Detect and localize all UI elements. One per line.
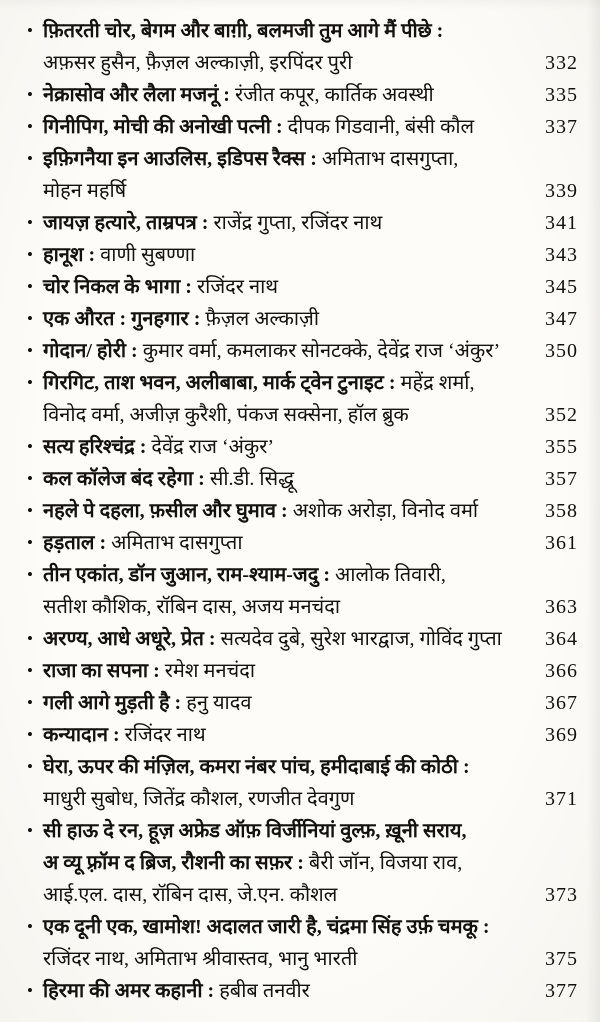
entry-authors: दीपक गिडवानी, बंसी कौल bbox=[287, 116, 475, 138]
entry-authors: अशोक अरोड़ा, विनोद वर्मा bbox=[292, 500, 479, 522]
toc-line bbox=[43, 271, 580, 303]
toc-line bbox=[43, 47, 580, 79]
toc-entry bbox=[27, 559, 580, 623]
entry-title: चोर निकल के भागा : bbox=[43, 276, 192, 298]
bullet-icon: • bbox=[27, 117, 33, 136]
bullet-icon: • bbox=[27, 437, 33, 456]
bullet-icon: • bbox=[27, 149, 33, 168]
entry-authors: माधुरी सुबोध, जितेंद्र कौशल, रणजीत देवगुण bbox=[43, 788, 355, 810]
entry-page-number: 375 bbox=[545, 948, 578, 970]
entry-page-number: 361 bbox=[545, 532, 578, 554]
toc-line bbox=[43, 303, 580, 335]
bullet-icon: • bbox=[27, 277, 33, 296]
toc-line bbox=[43, 143, 580, 175]
toc-entry bbox=[27, 239, 580, 271]
toc-line bbox=[43, 175, 580, 207]
toc-line bbox=[43, 207, 580, 239]
entry-authors: सत्यदेव दुबे, सुरेश भारद्वाज, गोविंद गुप्ता bbox=[220, 628, 502, 650]
entry-page-number: 369 bbox=[545, 724, 578, 746]
toc-line bbox=[43, 79, 580, 111]
toc-entry bbox=[27, 655, 580, 687]
entry-page-number: 358 bbox=[545, 500, 578, 522]
bullet-icon: • bbox=[27, 501, 33, 520]
bullet-icon: • bbox=[27, 725, 33, 744]
toc-line bbox=[43, 463, 580, 495]
entry-page-number: 345 bbox=[545, 276, 578, 298]
toc-line bbox=[43, 335, 580, 367]
toc-entry bbox=[27, 719, 580, 751]
toc-line bbox=[43, 111, 580, 143]
toc-line bbox=[43, 527, 580, 559]
toc-entry bbox=[27, 15, 580, 79]
entry-title: गिनीपिग, मोची की अनोखी पत्नी : bbox=[43, 116, 283, 138]
toc-line bbox=[43, 15, 580, 47]
toc-entry bbox=[27, 431, 580, 463]
entry-page-number: 332 bbox=[545, 52, 578, 74]
entry-page-number: 347 bbox=[545, 308, 578, 330]
toc-entry bbox=[27, 751, 580, 815]
toc-entry bbox=[27, 975, 580, 1007]
entry-title: सी हाऊ दे रन, हूज़ अफ्रेड ऑफ़ विर्जीनियां वुल्फ़, ख़ूनी सराय, bbox=[43, 820, 467, 842]
entry-authors: फ़ैज़ल अल्काज़ी bbox=[205, 308, 320, 330]
toc-line bbox=[43, 911, 580, 943]
entry-page-number: 377 bbox=[545, 980, 578, 1002]
entry-page-number: 355 bbox=[545, 436, 578, 458]
entry-page-number: 371 bbox=[545, 788, 578, 810]
toc-entry bbox=[27, 111, 580, 143]
bullet-icon: • bbox=[27, 469, 33, 488]
entry-authors: मोहन महर्षि bbox=[43, 180, 127, 202]
entry-authors: बैरी जॉन, विजया राव, bbox=[308, 852, 463, 874]
entry-page-number: 339 bbox=[545, 180, 578, 202]
toc-entry bbox=[27, 687, 580, 719]
entry-title: गली आगे मुड़ती है : bbox=[43, 692, 182, 714]
bullet-icon: • bbox=[27, 341, 33, 360]
bullet-icon: • bbox=[27, 21, 33, 40]
toc-entry bbox=[27, 815, 580, 911]
toc-line bbox=[43, 399, 580, 431]
toc-line bbox=[43, 943, 580, 975]
entry-title: राजा का सपना : bbox=[43, 660, 160, 682]
entry-authors: हनु यादव bbox=[186, 692, 252, 714]
entry-authors: विनोद वर्मा, अजीज़ कुरैशी, पंकज सक्सेना, हॉल ब्रुक bbox=[43, 404, 409, 426]
entry-page-number: 343 bbox=[545, 244, 578, 266]
entry-title: फ़ितरती चोर, बेगम और बाग़ी, बलमजी तुम आगे मैं पीछे : bbox=[43, 20, 444, 42]
entry-authors: रजिंदर नाथ bbox=[196, 276, 279, 298]
toc-line bbox=[43, 719, 580, 751]
bullet-icon: • bbox=[27, 533, 33, 552]
entry-authors: राजेंद्र गुप्ता, रजिंदर नाथ bbox=[213, 212, 383, 234]
entry-authors: रजिंदर नाथ, अमिताभ श्रीवास्तव, भानु भारती bbox=[43, 948, 358, 970]
toc-line bbox=[43, 367, 580, 399]
entry-authors: अफ़सर हुसैन, फ़ैज़ल अल्काज़ी, इरपिंदर पुरी bbox=[43, 52, 353, 74]
entry-title: हिरमा की अमर कहानी : bbox=[43, 980, 215, 1002]
toc-entry bbox=[27, 495, 580, 527]
entry-title: गिरगिट, ताश भवन, अलीबाबा, मार्क ट्वेन टुनाइट : bbox=[43, 372, 396, 394]
entry-page-number: 363 bbox=[545, 596, 578, 618]
entry-authors: महेंद्र शर्मा, bbox=[400, 372, 475, 394]
entry-authors: रमेश मनचंदा bbox=[164, 660, 256, 682]
toc-line bbox=[43, 559, 580, 591]
bullet-icon: • bbox=[27, 821, 33, 840]
entry-title: कल कॉलेज बंद रहेगा : bbox=[43, 468, 205, 490]
toc-line bbox=[43, 623, 580, 655]
entry-page-number: 350 bbox=[545, 340, 578, 362]
toc-entry bbox=[27, 911, 580, 975]
toc-entry bbox=[27, 527, 580, 559]
toc-line bbox=[43, 847, 580, 879]
toc-entry bbox=[27, 303, 580, 335]
entry-title: नेक्रासोव और लैला मजनूं : bbox=[43, 84, 230, 106]
toc-entry bbox=[27, 463, 580, 495]
bullet-icon: • bbox=[27, 309, 33, 328]
entry-authors: कुमार वर्मा, कमलाकर सोनटक्के, देवेंद्र राज ‘अंकुर’ bbox=[142, 340, 501, 362]
toc-entry bbox=[27, 143, 580, 207]
toc-line bbox=[43, 783, 580, 815]
entry-title: अ व्यू फ़्रॉम द ब्रिज, रौशनी का सफ़र : bbox=[43, 852, 304, 874]
entry-page-number: 357 bbox=[545, 468, 578, 490]
entry-title: घेरा, ऊपर की मंज़िल, कमरा नंबर पांच, हमीदाबाई की कोठी : bbox=[43, 756, 470, 778]
entry-page-number: 366 bbox=[545, 660, 578, 682]
bullet-icon: • bbox=[27, 245, 33, 264]
entry-page-number: 352 bbox=[545, 404, 578, 426]
entry-authors: अमिताभ दासगुप्ता bbox=[111, 532, 243, 554]
entry-title: एक दूनी एक, खामोश! अदालत जारी है, चंद्रमा सिंह उर्फ़ चमकू : bbox=[43, 916, 490, 938]
toc-line bbox=[43, 687, 580, 719]
toc-line bbox=[43, 495, 580, 527]
entry-page-number: 373 bbox=[545, 884, 578, 906]
entry-authors: सतीश कौशिक, रॉबिन दास, अजय मनचंदा bbox=[43, 596, 341, 618]
entry-title: नहले पे दहला, फ़सील और घुमाव : bbox=[43, 500, 288, 522]
toc-entry bbox=[27, 335, 580, 367]
toc-line bbox=[43, 655, 580, 687]
toc-entry bbox=[27, 367, 580, 431]
toc-list bbox=[27, 15, 580, 1007]
entry-page-number: 367 bbox=[545, 692, 578, 714]
entry-authors: हबीब तनवीर bbox=[219, 980, 310, 1002]
toc-entry bbox=[27, 79, 580, 111]
bullet-icon: • bbox=[27, 213, 33, 232]
entry-page-number: 364 bbox=[545, 628, 578, 650]
entry-title: इफ़िगनैया इन आउलिस, इडिपस रैक्स : bbox=[43, 148, 317, 170]
bullet-icon: • bbox=[27, 693, 33, 712]
toc-line bbox=[43, 591, 580, 623]
toc-line bbox=[43, 815, 580, 847]
entry-title: जायज़ हत्यारे, ताम्रपत्र : bbox=[43, 212, 209, 234]
entry-authors: आलोक तिवारी, bbox=[335, 564, 446, 586]
entry-authors: आई.एल. दास, रॉबिन दास, जे.एन. कौशल bbox=[43, 884, 338, 906]
entry-title: गोदान/ होरी : bbox=[43, 340, 138, 362]
entry-page-number: 341 bbox=[545, 212, 578, 234]
bullet-icon: • bbox=[27, 629, 33, 648]
entry-authors: वाणी सुबण्णा bbox=[100, 244, 196, 266]
entry-authors: देवेंद्र राज ‘अंकुर’ bbox=[151, 436, 275, 458]
toc-line bbox=[43, 751, 580, 783]
toc-entry bbox=[27, 271, 580, 303]
entry-title: एक औरत : गुनहगार : bbox=[43, 308, 201, 330]
entry-page-number: 337 bbox=[545, 116, 578, 138]
toc-line bbox=[43, 431, 580, 463]
entry-authors: सी.डी. सिद्धू bbox=[209, 468, 295, 490]
toc-line bbox=[43, 239, 580, 271]
bullet-icon: • bbox=[27, 565, 33, 584]
entry-authors: रजिंदर नाथ bbox=[124, 724, 206, 746]
toc-entry bbox=[27, 623, 580, 655]
entry-title: अरण्य, आधे अधूरे, प्रेत : bbox=[43, 628, 216, 650]
toc-line bbox=[43, 879, 580, 911]
entry-title: सत्य हरिश्चंद्र : bbox=[43, 436, 147, 458]
bullet-icon: • bbox=[27, 85, 33, 104]
toc-entry bbox=[27, 207, 580, 239]
entry-title: कन्यादान : bbox=[43, 724, 120, 746]
entry-authors: अमिताभ दासगुप्ता, bbox=[321, 148, 459, 170]
bullet-icon: • bbox=[27, 661, 33, 680]
entry-title: हानूश : bbox=[43, 244, 96, 266]
entry-authors: रंजीत कपूर, कार्तिक अवस्थी bbox=[234, 84, 434, 106]
entry-title: तीन एकांत, डॉन जुआन, राम-श्याम-जदु : bbox=[43, 564, 331, 586]
entry-title: हड़ताल : bbox=[43, 532, 107, 554]
bullet-icon: • bbox=[27, 757, 33, 776]
bullet-icon: • bbox=[27, 917, 33, 936]
entry-page-number: 335 bbox=[545, 84, 578, 106]
toc-line bbox=[43, 975, 580, 1007]
bullet-icon: • bbox=[27, 373, 33, 392]
bullet-icon: • bbox=[27, 981, 33, 1000]
